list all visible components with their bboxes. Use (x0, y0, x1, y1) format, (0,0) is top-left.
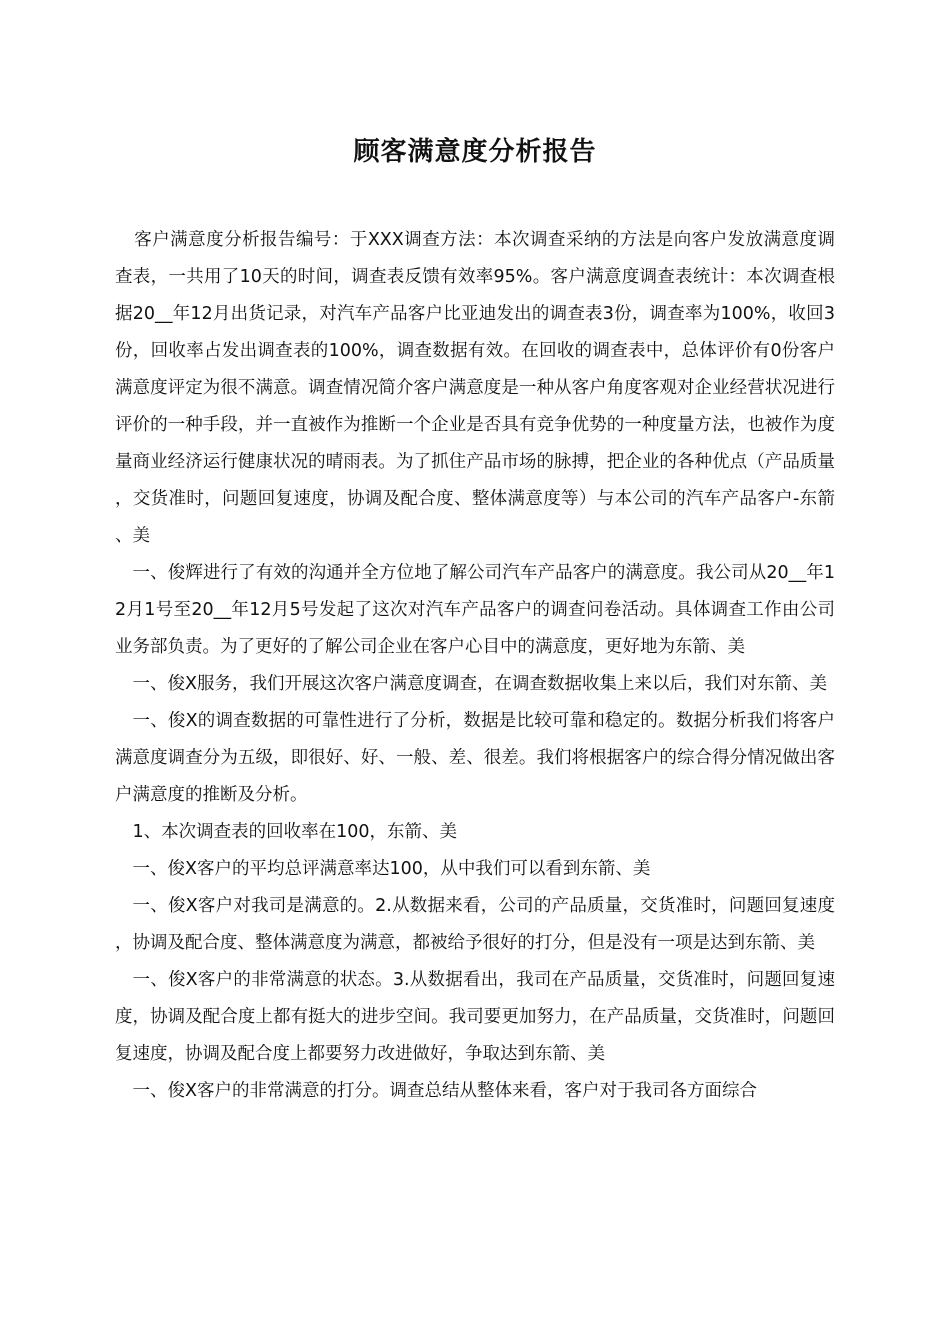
paragraph-survey-activity: 一、俊辉进行了有效的沟通并全方位地了解公司汽车产品客户的满意度。我公司从20__年12月1号至20__年12月5号发起了这次对汽车产品客户的调查问卷活动。具体调查工作由公司业务部负责。为了更好的了解公司企业在客户心目中的满意度，更好地为东箭、美 (115, 563, 835, 657)
paragraph-point-2: 一、俊X客户对我司是满意的。2.从数据来看，公司的产品质量，交货准时，问题回复速度，协调及配合度、整体满意度为满意，都被给予很好的打分，但是没有一项是达到东箭、美 (115, 896, 835, 953)
paragraph-intro: 客户满意度分析报告编号：于XXX调查方法：本次调查采纳的方法是向客户发放满意度调查表，一共用了10天的时间，调查表反馈有效率95%。客户满意度调查表统计：本次调查根据20__年12月出货记录，对汽车产品客户比亚迪发出的调查表3份，调查率为100%，收回3份，回收率占发出调查表的100%，调查数据有效。在回收的调查表中，总体评价有0份客户满意度评定为很不满意。调查情况简介客户满意度是一种从客户角度客观对企业经营状况进行评价的一种手段，并一直被作为推断一个企业是否具有竞争优势的一种度量方法，也被作为度量商业经济运行健康状况的晴雨表。为了抓住产品市场的脉搏，把企业的各种优点（产品质量，交货准时，问题回复速度，协调及配合度、整体满意度等）与本公司的汽车产品客户-东箭、美 (115, 230, 835, 546)
paragraph-data-analysis: 一、俊X的调查数据的可靠性进行了分析，数据是比较可靠和稳定的。数据分析我们将客户满意度调查分为五级，即很好、好、一般、差、很差。我们将根据客户的综合得分情况做出客户满意度的推断及分析。 (115, 711, 835, 805)
paragraph-average-rate: 一、俊X客户的平均总评满意率达100，从中我们可以看到东箭、美 (132, 859, 651, 879)
paragraph-point-3: 一、俊X客户的非常满意的状态。3.从数据看出，我司在产品质量，交货准时，问题回复速度，协调及配合度上都有挺大的进步空间。我司要更加努力，在产品质量，交货准时，问题回复速度，协调及配合度上都要努力改进做好，争取达到东箭、美 (115, 970, 835, 1064)
paragraph-summary: 一、俊X客户的非常满意的打分。调查总结从整体来看，客户对于我司各方面综合 (132, 1081, 757, 1101)
paragraph-service: 一、俊X服务，我们开展这次客户满意度调查，在调查数据收集上来以后，我们对东箭、美 (132, 674, 827, 694)
paragraph-point-1: 1、本次调查表的回收率在100，东箭、美 (132, 822, 458, 842)
page-title: 顾客满意度分析报告 (353, 137, 597, 167)
document-body (115, 222, 835, 1110)
